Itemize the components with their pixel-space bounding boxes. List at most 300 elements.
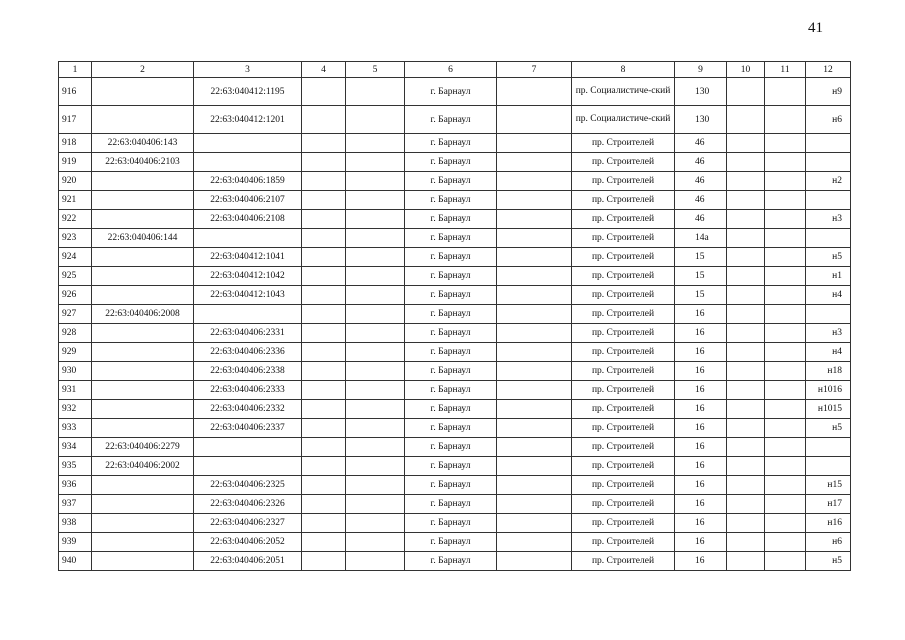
row-number-cell: 920 bbox=[59, 172, 92, 191]
cadastral-number-cell: 22:63:040406:2332 bbox=[194, 400, 302, 419]
header-cell: 2 bbox=[92, 62, 194, 78]
premises-cell: н5 bbox=[806, 248, 851, 267]
empty-cell bbox=[727, 78, 765, 106]
empty-cell bbox=[346, 106, 405, 134]
empty-cell bbox=[497, 514, 572, 533]
empty-cell bbox=[727, 191, 765, 210]
premises-cell: н3 bbox=[806, 324, 851, 343]
empty-cell bbox=[302, 343, 346, 362]
empty-cell bbox=[346, 172, 405, 191]
cadastral-number-cell bbox=[92, 552, 194, 571]
empty-cell bbox=[765, 172, 806, 191]
street-cell: пр. Строителей bbox=[572, 172, 675, 191]
row-number-cell: 925 bbox=[59, 267, 92, 286]
empty-cell bbox=[346, 400, 405, 419]
cadastral-number-cell bbox=[194, 457, 302, 476]
premises-cell: н5 bbox=[806, 552, 851, 571]
empty-cell bbox=[302, 153, 346, 172]
city-cell: г. Барнаул bbox=[405, 324, 497, 343]
table-row bbox=[59, 381, 851, 400]
city-cell: г. Барнаул bbox=[405, 419, 497, 438]
empty-cell bbox=[497, 248, 572, 267]
cadastral-number-cell: 22:63:040412:1043 bbox=[194, 286, 302, 305]
empty-cell bbox=[497, 476, 572, 495]
table-header-row bbox=[59, 62, 851, 78]
empty-cell bbox=[302, 362, 346, 381]
row-number-cell: 929 bbox=[59, 343, 92, 362]
city-cell: г. Барнаул bbox=[405, 78, 497, 106]
cadastral-number-cell: 22:63:040412:1041 bbox=[194, 248, 302, 267]
empty-cell bbox=[727, 106, 765, 134]
empty-cell bbox=[727, 381, 765, 400]
empty-cell bbox=[765, 343, 806, 362]
empty-cell bbox=[765, 191, 806, 210]
empty-cell bbox=[727, 210, 765, 229]
empty-cell bbox=[727, 153, 765, 172]
header-cell: 9 bbox=[675, 62, 727, 78]
empty-cell bbox=[497, 229, 572, 248]
empty-cell bbox=[497, 210, 572, 229]
street-cell: пр. Строителей bbox=[572, 419, 675, 438]
empty-cell bbox=[302, 172, 346, 191]
empty-cell bbox=[302, 305, 346, 324]
premises-cell: н1016 bbox=[806, 381, 851, 400]
empty-cell bbox=[765, 153, 806, 172]
empty-cell bbox=[727, 476, 765, 495]
header-cell: 7 bbox=[497, 62, 572, 78]
empty-cell bbox=[346, 457, 405, 476]
cadastral-number-cell bbox=[92, 324, 194, 343]
street-cell: пр. Строителей bbox=[572, 400, 675, 419]
cadastral-number-cell: 22:63:040406:2337 bbox=[194, 419, 302, 438]
table-row bbox=[59, 153, 851, 172]
empty-cell bbox=[302, 229, 346, 248]
empty-cell bbox=[497, 78, 572, 106]
table-row bbox=[59, 191, 851, 210]
house-number-cell: 16 bbox=[675, 381, 727, 400]
house-number-cell: 46 bbox=[675, 153, 727, 172]
empty-cell bbox=[765, 362, 806, 381]
house-number-cell: 46 bbox=[675, 191, 727, 210]
cadastral-number-cell bbox=[92, 362, 194, 381]
empty-cell bbox=[302, 248, 346, 267]
premises-cell bbox=[806, 305, 851, 324]
cadastral-number-cell: 22:63:040412:1195 bbox=[194, 78, 302, 106]
table-row bbox=[59, 172, 851, 191]
row-number-cell: 934 bbox=[59, 438, 92, 457]
city-cell: г. Барнаул bbox=[405, 172, 497, 191]
cadastral-number-cell: 22:63:040406:2326 bbox=[194, 495, 302, 514]
street-cell: пр. Строителей bbox=[572, 514, 675, 533]
empty-cell bbox=[727, 400, 765, 419]
registry-table bbox=[58, 61, 851, 571]
cadastral-number-cell bbox=[92, 381, 194, 400]
empty-cell bbox=[727, 305, 765, 324]
premises-cell bbox=[806, 438, 851, 457]
empty-cell bbox=[302, 400, 346, 419]
cadastral-number-cell bbox=[194, 229, 302, 248]
house-number-cell: 16 bbox=[675, 419, 727, 438]
row-number-cell: 927 bbox=[59, 305, 92, 324]
empty-cell bbox=[497, 172, 572, 191]
empty-cell bbox=[346, 533, 405, 552]
empty-cell bbox=[346, 552, 405, 571]
empty-cell bbox=[346, 248, 405, 267]
city-cell: г. Барнаул bbox=[405, 457, 497, 476]
empty-cell bbox=[765, 78, 806, 106]
house-number-cell: 130 bbox=[675, 106, 727, 134]
city-cell: г. Барнаул bbox=[405, 495, 497, 514]
house-number-cell: 16 bbox=[675, 552, 727, 571]
cadastral-number-cell: 22:63:040406:2336 bbox=[194, 343, 302, 362]
street-cell: пр. Строителей bbox=[572, 210, 675, 229]
empty-cell bbox=[497, 419, 572, 438]
header-cell: 5 bbox=[346, 62, 405, 78]
empty-cell bbox=[302, 267, 346, 286]
table-row bbox=[59, 457, 851, 476]
empty-cell bbox=[302, 552, 346, 571]
row-number-cell: 919 bbox=[59, 153, 92, 172]
city-cell: г. Барнаул bbox=[405, 153, 497, 172]
city-cell: г. Барнаул bbox=[405, 362, 497, 381]
house-number-cell: 16 bbox=[675, 514, 727, 533]
header-cell: 8 bbox=[572, 62, 675, 78]
premises-cell: н2 bbox=[806, 172, 851, 191]
cadastral-number-cell: 22:63:040406:2331 bbox=[194, 324, 302, 343]
empty-cell bbox=[497, 343, 572, 362]
row-number-cell: 938 bbox=[59, 514, 92, 533]
street-cell: пр. Строителей bbox=[572, 457, 675, 476]
street-cell: пр. Строителей bbox=[572, 495, 675, 514]
empty-cell bbox=[765, 533, 806, 552]
row-number-cell: 933 bbox=[59, 419, 92, 438]
cadastral-number-cell bbox=[92, 419, 194, 438]
cadastral-number-cell bbox=[92, 286, 194, 305]
city-cell: г. Барнаул bbox=[405, 286, 497, 305]
empty-cell bbox=[765, 419, 806, 438]
cadastral-number-cell bbox=[92, 343, 194, 362]
row-number-cell: 937 bbox=[59, 495, 92, 514]
street-cell: пр. Строителей bbox=[572, 438, 675, 457]
empty-cell bbox=[346, 210, 405, 229]
house-number-cell: 16 bbox=[675, 533, 727, 552]
empty-cell bbox=[765, 400, 806, 419]
row-number-cell: 918 bbox=[59, 134, 92, 153]
city-cell: г. Барнаул bbox=[405, 438, 497, 457]
house-number-cell: 15 bbox=[675, 286, 727, 305]
table-row bbox=[59, 324, 851, 343]
empty-cell bbox=[302, 457, 346, 476]
house-number-cell: 15 bbox=[675, 248, 727, 267]
house-number-cell: 16 bbox=[675, 438, 727, 457]
empty-cell bbox=[765, 324, 806, 343]
empty-cell bbox=[302, 476, 346, 495]
empty-cell bbox=[727, 514, 765, 533]
premises-cell: н15 bbox=[806, 476, 851, 495]
empty-cell bbox=[727, 134, 765, 153]
empty-cell bbox=[765, 514, 806, 533]
empty-cell bbox=[302, 210, 346, 229]
premises-cell bbox=[806, 153, 851, 172]
house-number-cell: 16 bbox=[675, 400, 727, 419]
empty-cell bbox=[302, 134, 346, 153]
cadastral-number-cell: 22:63:040406:1859 bbox=[194, 172, 302, 191]
cadastral-number-cell bbox=[92, 210, 194, 229]
empty-cell bbox=[765, 495, 806, 514]
city-cell: г. Барнаул bbox=[405, 552, 497, 571]
row-number-cell: 926 bbox=[59, 286, 92, 305]
house-number-cell: 14а bbox=[675, 229, 727, 248]
cadastral-number-cell bbox=[92, 533, 194, 552]
city-cell: г. Барнаул bbox=[405, 514, 497, 533]
premises-cell: н1015 bbox=[806, 400, 851, 419]
street-cell: пр. Строителей bbox=[572, 305, 675, 324]
table-row bbox=[59, 552, 851, 571]
house-number-cell: 16 bbox=[675, 362, 727, 381]
street-cell: пр. Строителей bbox=[572, 324, 675, 343]
city-cell: г. Барнаул bbox=[405, 134, 497, 153]
empty-cell bbox=[727, 438, 765, 457]
empty-cell bbox=[727, 324, 765, 343]
table-row bbox=[59, 533, 851, 552]
header-cell: 11 bbox=[765, 62, 806, 78]
row-number-cell: 924 bbox=[59, 248, 92, 267]
street-cell: пр. Строителей bbox=[572, 153, 675, 172]
cadastral-number-cell: 22:63:040406:2052 bbox=[194, 533, 302, 552]
table-row bbox=[59, 362, 851, 381]
city-cell: г. Барнаул bbox=[405, 381, 497, 400]
empty-cell bbox=[765, 457, 806, 476]
empty-cell bbox=[346, 134, 405, 153]
cadastral-number-cell bbox=[194, 305, 302, 324]
empty-cell bbox=[765, 438, 806, 457]
empty-cell bbox=[765, 381, 806, 400]
premises-cell: н18 bbox=[806, 362, 851, 381]
table-row bbox=[59, 419, 851, 438]
street-cell: пр. Социалистиче-ский bbox=[572, 78, 675, 106]
street-cell: пр. Строителей bbox=[572, 343, 675, 362]
city-cell: г. Барнаул bbox=[405, 248, 497, 267]
row-number-cell: 922 bbox=[59, 210, 92, 229]
table-row bbox=[59, 286, 851, 305]
table-row bbox=[59, 78, 851, 106]
empty-cell bbox=[497, 533, 572, 552]
empty-cell bbox=[346, 381, 405, 400]
house-number-cell: 16 bbox=[675, 343, 727, 362]
row-number-cell: 935 bbox=[59, 457, 92, 476]
city-cell: г. Барнаул bbox=[405, 210, 497, 229]
empty-cell bbox=[497, 106, 572, 134]
empty-cell bbox=[727, 267, 765, 286]
empty-cell bbox=[302, 78, 346, 106]
cadastral-number-cell: 22:63:040406:2338 bbox=[194, 362, 302, 381]
empty-cell bbox=[346, 419, 405, 438]
empty-cell bbox=[727, 495, 765, 514]
header-cell: 1 bbox=[59, 62, 92, 78]
cadastral-number-cell: 22:63:040412:1201 bbox=[194, 106, 302, 134]
house-number-cell: 16 bbox=[675, 457, 727, 476]
empty-cell bbox=[765, 248, 806, 267]
street-cell: пр. Строителей bbox=[572, 533, 675, 552]
empty-cell bbox=[727, 457, 765, 476]
cadastral-number-cell: 22:63:040406:2051 bbox=[194, 552, 302, 571]
page-number: 41 bbox=[808, 20, 823, 36]
empty-cell bbox=[346, 438, 405, 457]
street-cell: пр. Строителей bbox=[572, 381, 675, 400]
empty-cell bbox=[302, 381, 346, 400]
table-row bbox=[59, 229, 851, 248]
table-row bbox=[59, 438, 851, 457]
house-number-cell: 15 bbox=[675, 267, 727, 286]
empty-cell bbox=[497, 457, 572, 476]
empty-cell bbox=[346, 229, 405, 248]
house-number-cell: 16 bbox=[675, 324, 727, 343]
city-cell: г. Барнаул bbox=[405, 305, 497, 324]
row-number-cell: 917 bbox=[59, 106, 92, 134]
premises-cell: н6 bbox=[806, 106, 851, 134]
premises-cell bbox=[806, 229, 851, 248]
empty-cell bbox=[346, 191, 405, 210]
cadastral-number-cell: 22:63:040412:1042 bbox=[194, 267, 302, 286]
cadastral-number-cell: 22:63:040406:143 bbox=[92, 134, 194, 153]
empty-cell bbox=[727, 552, 765, 571]
empty-cell bbox=[346, 153, 405, 172]
header-cell: 6 bbox=[405, 62, 497, 78]
premises-cell bbox=[806, 134, 851, 153]
empty-cell bbox=[497, 400, 572, 419]
cadastral-number-cell bbox=[92, 248, 194, 267]
table-row bbox=[59, 343, 851, 362]
house-number-cell: 16 bbox=[675, 476, 727, 495]
empty-cell bbox=[302, 286, 346, 305]
table-row bbox=[59, 106, 851, 134]
row-number-cell: 916 bbox=[59, 78, 92, 106]
table-row bbox=[59, 267, 851, 286]
empty-cell bbox=[727, 533, 765, 552]
empty-cell bbox=[346, 267, 405, 286]
street-cell: пр. Социалистиче-ский bbox=[572, 106, 675, 134]
table-row bbox=[59, 210, 851, 229]
premises-cell: н16 bbox=[806, 514, 851, 533]
row-number-cell: 940 bbox=[59, 552, 92, 571]
premises-cell bbox=[806, 191, 851, 210]
premises-cell: н4 bbox=[806, 286, 851, 305]
empty-cell bbox=[497, 438, 572, 457]
row-number-cell: 928 bbox=[59, 324, 92, 343]
house-number-cell: 46 bbox=[675, 134, 727, 153]
empty-cell bbox=[302, 324, 346, 343]
empty-cell bbox=[765, 552, 806, 571]
table-body bbox=[59, 78, 851, 571]
cadastral-number-cell: 22:63:040406:2103 bbox=[92, 153, 194, 172]
house-number-cell: 16 bbox=[675, 495, 727, 514]
cadastral-number-cell bbox=[194, 134, 302, 153]
street-cell: пр. Строителей bbox=[572, 476, 675, 495]
table-row bbox=[59, 514, 851, 533]
header-cell: 3 bbox=[194, 62, 302, 78]
cadastral-number-cell bbox=[92, 495, 194, 514]
street-cell: пр. Строителей bbox=[572, 362, 675, 381]
cadastral-number-cell bbox=[92, 400, 194, 419]
empty-cell bbox=[765, 476, 806, 495]
empty-cell bbox=[497, 381, 572, 400]
city-cell: г. Барнаул bbox=[405, 106, 497, 134]
house-number-cell: 16 bbox=[675, 305, 727, 324]
header-cell: 10 bbox=[727, 62, 765, 78]
table-row bbox=[59, 400, 851, 419]
house-number-cell: 46 bbox=[675, 210, 727, 229]
empty-cell bbox=[727, 248, 765, 267]
table-row bbox=[59, 305, 851, 324]
empty-cell bbox=[497, 324, 572, 343]
empty-cell bbox=[727, 286, 765, 305]
premises-cell: н5 bbox=[806, 419, 851, 438]
empty-cell bbox=[346, 514, 405, 533]
cadastral-number-cell: 22:63:040406:2107 bbox=[194, 191, 302, 210]
cadastral-number-cell: 22:63:040406:2327 bbox=[194, 514, 302, 533]
row-number-cell: 939 bbox=[59, 533, 92, 552]
empty-cell bbox=[727, 229, 765, 248]
empty-cell bbox=[346, 362, 405, 381]
empty-cell bbox=[765, 229, 806, 248]
empty-cell bbox=[302, 106, 346, 134]
cadastral-number-cell bbox=[194, 438, 302, 457]
premises-cell: н9 bbox=[806, 78, 851, 106]
row-number-cell: 930 bbox=[59, 362, 92, 381]
cadastral-number-cell: 22:63:040406:2279 bbox=[92, 438, 194, 457]
empty-cell bbox=[497, 362, 572, 381]
street-cell: пр. Строителей bbox=[572, 191, 675, 210]
empty-cell bbox=[302, 191, 346, 210]
street-cell: пр. Строителей bbox=[572, 267, 675, 286]
empty-cell bbox=[302, 419, 346, 438]
house-number-cell: 46 bbox=[675, 172, 727, 191]
empty-cell bbox=[497, 305, 572, 324]
cadastral-number-cell: 22:63:040406:144 bbox=[92, 229, 194, 248]
cadastral-number-cell bbox=[92, 106, 194, 134]
empty-cell bbox=[302, 495, 346, 514]
street-cell: пр. Строителей bbox=[572, 248, 675, 267]
row-number-cell: 923 bbox=[59, 229, 92, 248]
empty-cell bbox=[497, 495, 572, 514]
cadastral-number-cell: 22:63:040406:2008 bbox=[92, 305, 194, 324]
header-cell: 4 bbox=[302, 62, 346, 78]
city-cell: г. Барнаул bbox=[405, 267, 497, 286]
street-cell: пр. Строителей bbox=[572, 229, 675, 248]
premises-cell: н17 bbox=[806, 495, 851, 514]
premises-cell bbox=[806, 457, 851, 476]
row-number-cell: 931 bbox=[59, 381, 92, 400]
table-row bbox=[59, 476, 851, 495]
table-row bbox=[59, 134, 851, 153]
city-cell: г. Барнаул bbox=[405, 343, 497, 362]
empty-cell bbox=[765, 106, 806, 134]
empty-cell bbox=[346, 78, 405, 106]
cadastral-number-cell: 22:63:040406:2002 bbox=[92, 457, 194, 476]
empty-cell bbox=[346, 495, 405, 514]
city-cell: г. Барнаул bbox=[405, 476, 497, 495]
empty-cell bbox=[497, 153, 572, 172]
empty-cell bbox=[302, 533, 346, 552]
cadastral-number-cell bbox=[194, 153, 302, 172]
row-number-cell: 932 bbox=[59, 400, 92, 419]
house-number-cell: 130 bbox=[675, 78, 727, 106]
premises-cell: н1 bbox=[806, 267, 851, 286]
row-number-cell: 921 bbox=[59, 191, 92, 210]
premises-cell: н4 bbox=[806, 343, 851, 362]
city-cell: г. Барнаул bbox=[405, 400, 497, 419]
street-cell: пр. Строителей bbox=[572, 286, 675, 305]
